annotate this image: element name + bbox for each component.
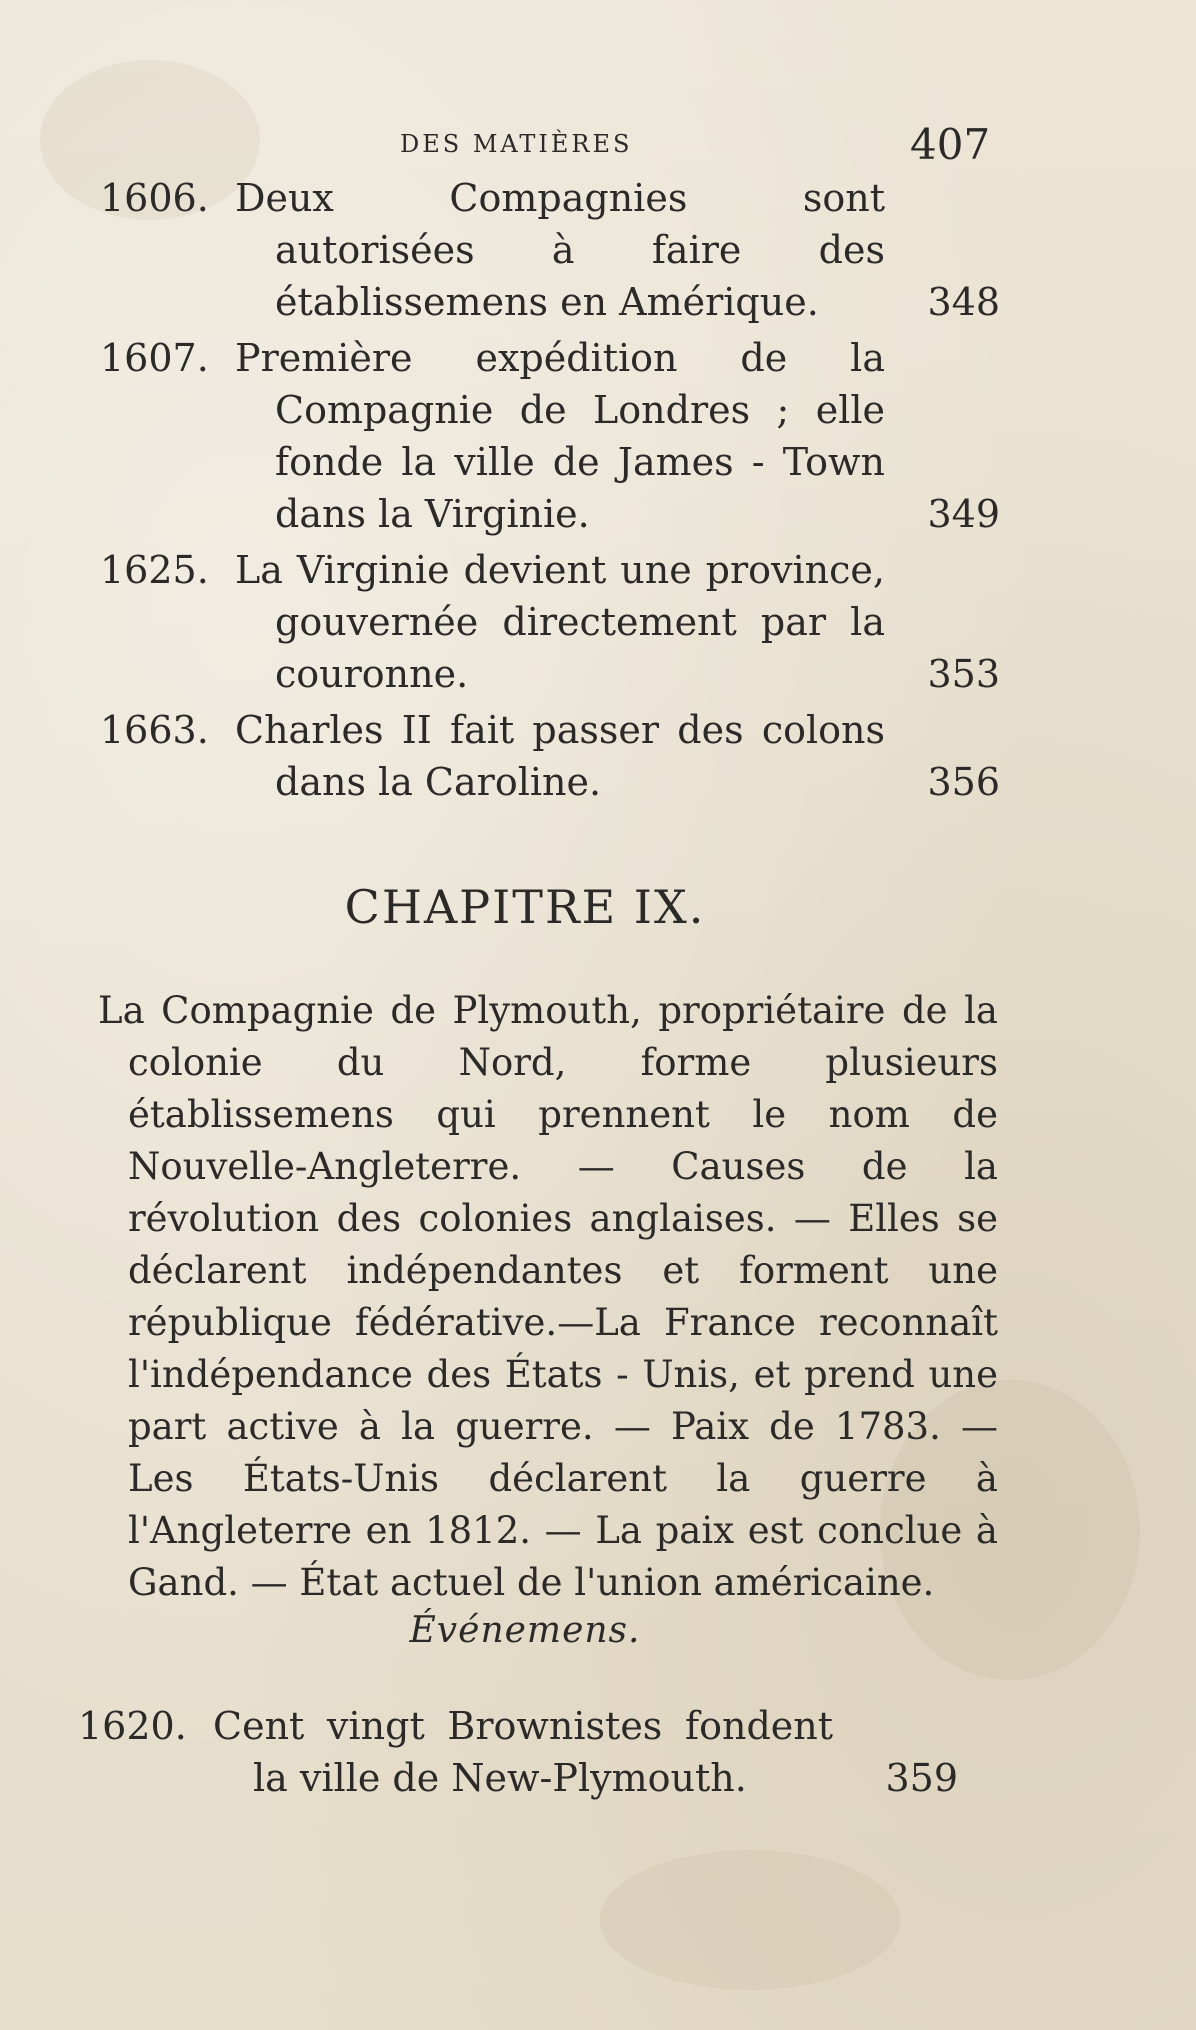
- running-title: DES MATIÈRES: [400, 130, 633, 158]
- running-head: [0, 120, 1196, 180]
- entry-year: 1606.: [100, 176, 209, 220]
- entry-text: Première expédition de la Compagnie de Londres ; elle fonde la ville de James - Town dans la Virginie.: [235, 336, 885, 536]
- chronology-list: [100, 172, 1000, 808]
- chronology-entry: [100, 544, 1000, 700]
- chronology-entry: [100, 704, 1000, 808]
- page-number: 407: [910, 120, 991, 169]
- chapter-summary: La Compagnie de Plymouth, propriétaire de la colonie du Nord, forme plusieurs établissemens qui prennent le nom de Nouvelle-Angleterre. — Causes de la révolution des colonies anglaises. — Elles se déclarent indépendantes et forment une république fédérative.—La France reconnaît l'indépendance des États - Unis, et prend une part active à la guerre. — Paix de 1783. — Les États-Unis déclarent la guerre à l'Angleterre en 1812. — La paix est conclue à Gand. — État actuel de l'union américaine.: [98, 989, 998, 1604]
- entry-page-ref: 353: [927, 652, 1000, 696]
- entry-text: Deux Compagnies sont autorisées à faire des établissemens en Amérique.: [235, 176, 885, 324]
- entry-year: 1663.: [100, 708, 209, 752]
- events-heading: Événemens.: [409, 1610, 641, 1651]
- paper-stain: [600, 1850, 900, 1990]
- entry-text: La Virginie devient une province, gouvernée directement par la couronne.: [235, 548, 885, 696]
- chapter-title: CHAPITRE IX.: [344, 880, 706, 934]
- chronology-entry: [100, 332, 1000, 540]
- entry-page-ref: 349: [927, 492, 1000, 536]
- events-list: [78, 1700, 958, 1804]
- entry-text: Charles II fait passer des colons dans la Caroline.: [235, 708, 885, 804]
- entry-page-ref: 356: [927, 760, 1000, 804]
- chronology-entry: [100, 172, 1000, 328]
- entry-year: 1625.: [100, 548, 209, 592]
- entry-year: 1620.: [78, 1704, 187, 1748]
- entry-page-ref: 348: [927, 280, 1000, 324]
- entry-page-ref: 359: [885, 1756, 958, 1800]
- event-entry: [78, 1700, 958, 1804]
- entry-year: 1607.: [100, 336, 209, 380]
- entry-text: Cent vingt Brownistes fondent la ville de New-Plymouth.: [213, 1704, 833, 1800]
